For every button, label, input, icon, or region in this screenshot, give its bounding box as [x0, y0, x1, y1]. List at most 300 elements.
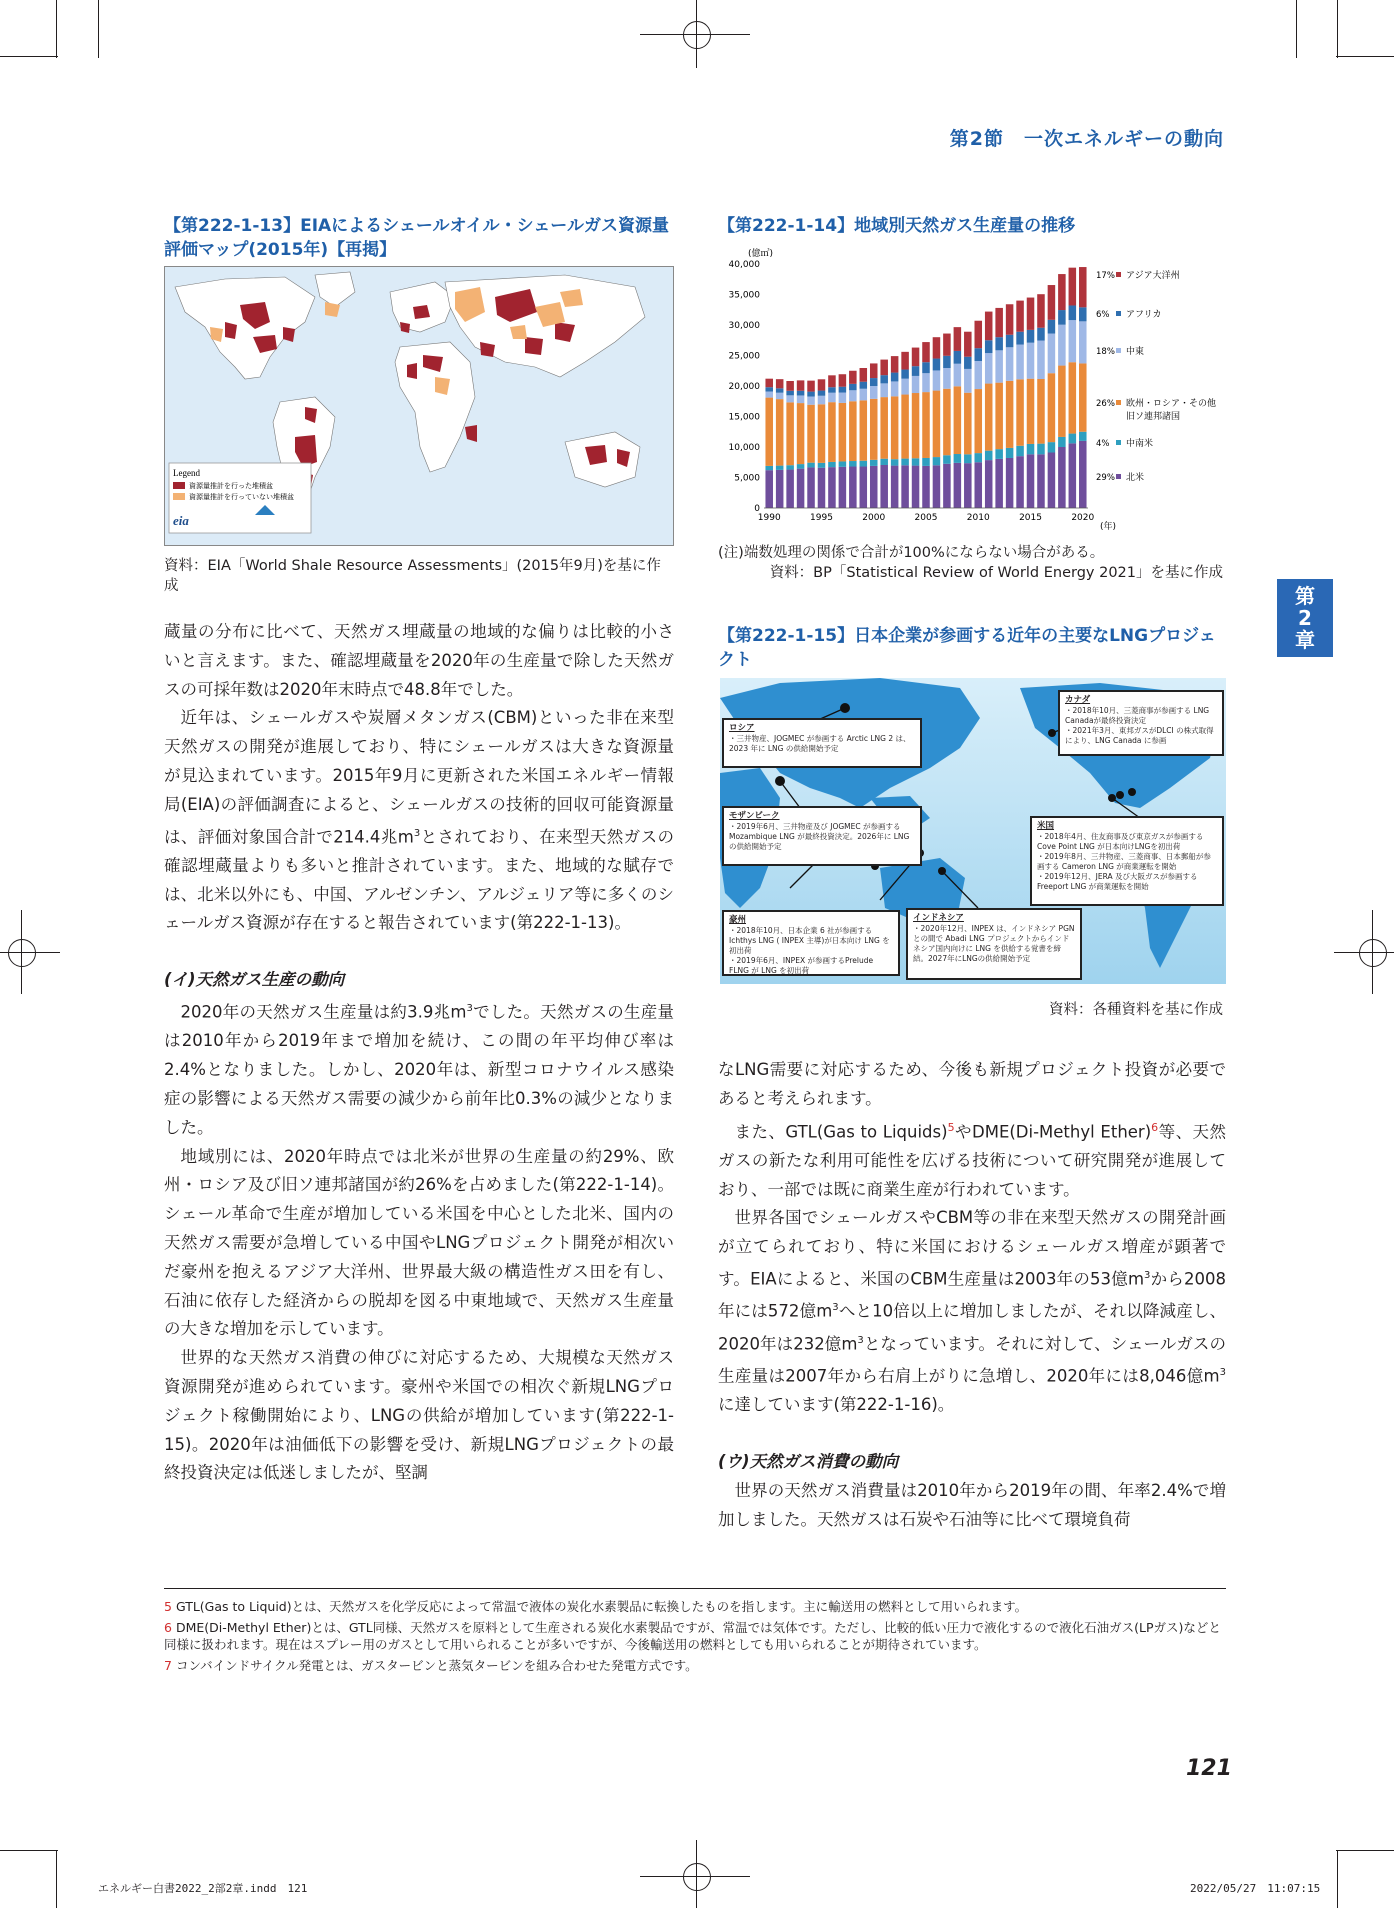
y-tick-label: 15,000 [728, 412, 760, 423]
bar-segment [1037, 379, 1045, 444]
y-tick-label: 25,000 [728, 351, 760, 362]
bar-segment [1037, 328, 1045, 341]
legend-label: 欧州・ロシア・その他 [1126, 399, 1217, 409]
y-tick-label: 10,000 [728, 443, 760, 453]
y-tick-label: 35,000 [728, 290, 760, 301]
series-share-label: 6% [1096, 310, 1110, 320]
bar-segment [985, 451, 993, 460]
x-tick-label: 2000 [862, 513, 886, 523]
registration-circle [1359, 939, 1387, 967]
footnote-ref: 6 [1151, 1120, 1159, 1134]
callout-title: カナダ [1065, 695, 1091, 705]
callout-text: ・2018年10月、三菱商事が参画する LNG Canadaが最終投資決定 ・2021年3月、東邦ガスがDLCI の株式取得により、LNG Canada に参画 [1065, 706, 1214, 745]
bar-segment [765, 466, 773, 470]
bar-segment [985, 340, 993, 353]
bar-segment [880, 465, 888, 508]
crop-mark [98, 0, 99, 58]
bar-segment [797, 464, 805, 469]
callout-text: ・2020年12月、INPEX は、インドネシア PGN との間で Abadi LNG プロジェクトからインドネシア国内向けに LNG を供給する覚書を締結。2027年にLNGの供給開始予定 [913, 924, 1075, 963]
bar-segment [797, 469, 805, 508]
crop-mark [56, 1850, 57, 1908]
bar-segment [1058, 325, 1066, 366]
legend-label: 中南米 [1126, 439, 1154, 449]
crop-mark [1337, 1850, 1338, 1908]
bar-segment [1069, 362, 1077, 433]
bar-segment [891, 459, 899, 465]
bar-segment [912, 376, 920, 393]
legend-swatch-assessed [173, 482, 185, 489]
bar-segment [880, 397, 888, 459]
callout-title: モザンビーク [729, 811, 780, 821]
bar-segment [849, 371, 857, 384]
bar-segment [954, 364, 962, 387]
bar-segment [995, 308, 1003, 337]
bar-segment [954, 351, 962, 364]
bar-segment [1058, 437, 1066, 447]
bar-segment [995, 449, 1003, 459]
paragraph: 世界の天然ガス消費量は2010年から2019年の間、年率2.4%で増加しました。天然ガスは石炭や石油等に比べて環境負荷 [718, 1480, 1226, 1529]
bar-segment [849, 461, 857, 466]
bar-segment [954, 454, 962, 463]
bar-segment [765, 387, 773, 391]
bar-segment [933, 465, 941, 508]
legend-title: Legend [173, 468, 200, 478]
bar-segment [818, 379, 826, 390]
bar-segment [1016, 345, 1024, 380]
bar-segment [985, 353, 993, 384]
y-tick-label: 0 [754, 504, 760, 514]
bar-segment [1006, 458, 1014, 508]
bar-segment [974, 462, 982, 508]
bar-segment [964, 357, 972, 369]
bar-segment [1027, 330, 1035, 343]
y-tick-label: 40,000 [728, 260, 760, 270]
world-map-svg [165, 267, 673, 545]
crop-mark [1296, 0, 1297, 58]
x-tick-label: 1995 [810, 513, 833, 523]
bar-segment [1037, 341, 1045, 379]
chapter-tab-line: 第 [1295, 584, 1315, 608]
bar-segment [1079, 307, 1087, 321]
bar-segment [943, 389, 951, 455]
bar-segment [1048, 452, 1056, 508]
footnote: 5 GTL(Gas to Liquid)とは、天然ガスを化学反応によって常温で液体の炭化水素製品に転換したものを指します。主に輸送用の燃料として用いられます。 [164, 1599, 1028, 1614]
bar-segment [797, 380, 805, 390]
registration-circle [683, 21, 711, 49]
bar-segment [1027, 379, 1035, 444]
footnotes [164, 1598, 1224, 1678]
callout-text: ・三井物産、JOGMEC が参画する Arctic LNG 2 は、2023 年に LNG の供給開始予定 [729, 734, 911, 753]
x-tick-label: 2010 [966, 513, 990, 523]
bar-segment [1016, 379, 1024, 445]
bar-segment [1079, 441, 1087, 508]
crop-mark [1336, 56, 1394, 57]
bar-segment [786, 470, 794, 508]
bar-segment [943, 356, 951, 368]
right-column-text [718, 1056, 1226, 1534]
bar-segment [860, 467, 868, 508]
bar-segment [995, 383, 1003, 449]
bar-segment [797, 395, 805, 403]
bar-segment [1058, 366, 1066, 437]
bar-segment [765, 391, 773, 397]
bar-segment [849, 401, 857, 461]
bar-segment [933, 359, 941, 371]
bar-segment [797, 391, 805, 396]
bar-segment [912, 393, 920, 458]
chapter-tab-line: 2 [1298, 606, 1312, 630]
bar-segment [870, 363, 878, 378]
figure-title-13: 【第222-1-13】EIAによるシェールオイル・シェールガス資源量評価マップ(2015年)【再掲】 [164, 216, 669, 260]
section-header: 第2節 一次エネルギーの動向 [949, 128, 1224, 150]
bar-segment [786, 395, 794, 402]
bar-segment [839, 393, 847, 403]
paragraph: 世界的な天然ガス消費の伸びに対応するため、大規模な天然ガス資源開発が進められています。豪州や米国での相次ぐ新規LNGプロジェクト稼働開始により、LNGの供給が増加しています(第222-1-15)。2020年は油価低下の影響を受け、新規LNGプロジェクトの最終投資決定は低迷しましたが、堅調 [164, 1348, 674, 1483]
footnote: 6 DME(Di-Methyl Ether)とは、GTL同様、天然ガスを原料として生産される炭化水素製品ですが、常温では気体です。ただし、比較的低い圧力で液化するので液化石油ガス(LPガス)などと同様に扱われます。現在はスプレー用のガスとして用いられることが多いですが、今後輸送用の燃料としても用いられることが期待されています。 [164, 1620, 1221, 1652]
callout-mozambique [722, 806, 922, 866]
bar-segment [860, 368, 868, 382]
bar-segment [1016, 456, 1024, 508]
footnote: 7 コンバインドサイクル発電とは、ガスタービンと蒸気タービンを組み合わせた発電方式です。 [164, 1658, 698, 1673]
bar-segment [807, 392, 815, 397]
series-share-label: 29% [1096, 473, 1115, 483]
bar-segment [1016, 301, 1024, 332]
bar-segment [954, 386, 962, 454]
bar-segment [964, 454, 972, 463]
bar-segment [1048, 334, 1056, 374]
paragraph: 世界各国でシェールガスやCBM等の非在来型天然ガスの開発計画が立てられており、特に米国におけるシェールガス増産が顕著です。EIAによると、米国のCBM生産量は2003年の53億$m^3$から2008年には572億$m^3$へと10倍以上に増加しましたが、それ以降減産し、2020年は232億$m^3$となっています。それに対して、シェールガスの生産量は2007年から右肩上がりに急増し、2020年には8,046億$m^3$に達しています(第222-1-16)。 [718, 1208, 1226, 1415]
bar-segment [922, 458, 930, 466]
bar-segment [1048, 373, 1056, 442]
bar-segment [1058, 447, 1066, 508]
bar-segment [765, 470, 773, 508]
x-axis-label: (年) [1100, 522, 1117, 530]
bar-segment [922, 373, 930, 392]
bar-segment [807, 467, 815, 508]
bar-segment [839, 467, 847, 508]
bar-segment [1048, 285, 1056, 320]
figure-note-14: (注)端数処理の関係で合計が100%にならない場合がある。 [718, 545, 1105, 561]
legend-label-not-assessed: 資源量推計を行っていない堆積盆 [189, 493, 294, 501]
bar-segment [974, 361, 982, 389]
bar-segment [870, 466, 878, 508]
legend-label: 中東 [1126, 347, 1145, 357]
figure-source-15: 資料：各種資料を基に作成 [1049, 1002, 1223, 1018]
bar-segment [912, 466, 920, 508]
bar-segment [891, 396, 899, 459]
bar-segment [901, 459, 909, 466]
bar-segment [1048, 320, 1056, 334]
bar-segment [922, 362, 930, 373]
bar-segment [1069, 305, 1077, 320]
bar-segment [995, 350, 1003, 382]
bar-segment [943, 368, 951, 389]
chapter-tab [1277, 579, 1333, 657]
bar-segment [807, 463, 815, 468]
series-share-label: 17% [1096, 271, 1115, 281]
bar-segment [860, 389, 868, 401]
bar-segment [1058, 274, 1066, 310]
bar-segment [954, 463, 962, 508]
callout-canada [1058, 690, 1224, 756]
bar-segment [1006, 381, 1014, 448]
eia-logo: eia [173, 513, 189, 528]
callout-indonesia [906, 908, 1082, 980]
slug-file: エネルギー白書2022_2部2章.indd 121 [98, 1882, 308, 1895]
bar-segment [870, 378, 878, 386]
bar-segment [943, 334, 951, 356]
legend-label: アフリカ [1126, 310, 1162, 320]
bar-segment [880, 375, 888, 383]
bar-segment [839, 461, 847, 466]
y-tick-label: 30,000 [728, 321, 760, 331]
bar-segment [776, 393, 784, 399]
bar-segment [1006, 347, 1014, 381]
bar-segment [901, 465, 909, 508]
legend-swatch-not-assessed [173, 493, 185, 500]
x-tick-label: 2020 [1071, 513, 1095, 523]
bar-segment [870, 399, 878, 460]
y-tick-label: 5,000 [734, 473, 760, 484]
subsection-heading: (イ)天然ガス生産の動向 [164, 970, 345, 990]
bar-segment [828, 393, 836, 402]
bar-segment [1006, 335, 1014, 348]
bar-segment [891, 381, 899, 396]
bar-segment [1079, 267, 1087, 307]
bar-segment [828, 402, 836, 462]
bar-segment [964, 369, 972, 393]
figure-source-13: 資料：EIA「World Shale Resource Assessments」(2015年9月)を基に作成 [164, 558, 661, 594]
bar-segment [818, 468, 826, 508]
paragraph: なLNG需要に対応するため、今後も新規プロジェクト投資が必要であると考えられます。 [718, 1060, 1226, 1108]
bar-segment [797, 403, 805, 464]
callout-title: 米国 [1037, 821, 1055, 831]
paragraph: 地域別には、2020年時点では北米が世界の生産量の約29%、欧州・ロシア及び旧ソ連邦諸国が約26%を占めました(第222-1-14)。シェール革命で生産が増加している米国を中心とした北米、国内の天然ガス需要が急増している中国やLNGプロジェクト開発が相次いだ豪州を抱えるアジア大洋州、世界最大級の構造性ガス田を有し、石油に依存した経済からの脱却を図る中東地域で、天然ガス生産量の大きな増加を示しています。 [164, 1146, 674, 1339]
bar-segment [786, 465, 794, 469]
bar-segment [880, 383, 888, 397]
y-axis-label: (億㎥) [748, 249, 774, 259]
bar-segment [1016, 332, 1024, 345]
bar-segment [985, 384, 993, 451]
bar-segment [818, 463, 826, 468]
bar-segment [974, 348, 982, 361]
bar-segment [839, 403, 847, 462]
bar-segment [964, 332, 972, 357]
bar-segment [974, 453, 982, 462]
lng-project-map [720, 678, 1226, 984]
bar-segment [985, 460, 993, 508]
legend-swatch [1116, 440, 1121, 445]
bar-segment [1027, 343, 1035, 379]
footnote-divider [164, 1588, 1226, 1589]
bar-segment [828, 467, 836, 508]
paragraph: 近年は、シェールガスや炭層メタンガス(CBM)といった非在来型天然ガスの開発が進展しており、特にシェールガスは大きな資源量が見込まれています。2015年9月に更新された米国エネルギー情報局(EIA)の評価調査によると、シェールガスの技術的回収可能資源量は、評価対象国合計で214.4兆$m^3$とされており、在来型天然ガスの確認埋蔵量よりも多いと推計されています。また、地域的な賦存では、北米以外にも、中国、アルゼンチン、アルジェリア等に多くのシェールガス資源が存在すると報告されています(第222-1-13)。 [164, 708, 675, 933]
subsection-heading: (ウ)天然ガス消費の動向 [718, 1452, 899, 1472]
bar-segment [849, 467, 857, 508]
bar-segment [922, 342, 930, 362]
bar-segment [818, 404, 826, 463]
bar-segment [1027, 298, 1035, 330]
bar-segment [880, 360, 888, 376]
bar-segment [1027, 444, 1035, 454]
bar-segment [933, 457, 941, 465]
bar-segment [1069, 320, 1077, 362]
shale-resource-map [164, 266, 674, 546]
bar-segment [1037, 294, 1045, 328]
bar-segment [786, 402, 794, 465]
bar-segment [1079, 321, 1087, 363]
callout-text: ・2018年10月、日本企業 6 社が参画する Ichthys LNG ( INPEX 主導)が日本向け LNG を初出荷 ・2019年6月、INPEX が参画するPrelude FLNG が LNG を初出荷 [729, 926, 890, 975]
bar-segment [891, 466, 899, 508]
figure-source-14: 資料：BP「Statistical Review of World Energy 2021」を基に作成 [769, 565, 1223, 581]
bar-segment [891, 356, 899, 372]
y-tick-label: 20,000 [728, 382, 760, 392]
bar-segment [818, 396, 826, 405]
bar-segment [776, 470, 784, 508]
paragraph: また、GTL(Gas to Liquids)$^5$やDME(Di-Methyl Ether)$^6$等、天然ガスの新たな利用可能性を広げる技術について研究開発が進展しており、一部では既に商業生産が行われています。 [718, 1120, 1227, 1199]
bar-segment [807, 381, 815, 392]
bar-segment [870, 460, 878, 466]
x-tick-label: 2005 [914, 513, 938, 523]
gas-production-chart [712, 246, 1232, 530]
crop-mark [56, 0, 57, 58]
bar-segment [891, 373, 899, 382]
bar-segment [839, 374, 847, 387]
registration-circle [683, 1863, 711, 1891]
registration-circle [8, 939, 36, 967]
bar-segment [828, 387, 836, 392]
bar-segment [901, 352, 909, 370]
crop-mark [0, 1850, 58, 1851]
crop-mark [1337, 0, 1338, 58]
bar-segment [828, 462, 836, 467]
bar-segment [933, 370, 941, 390]
callout-usa [1030, 816, 1224, 906]
bar-segment [828, 375, 836, 387]
left-column-text [164, 618, 674, 1488]
crop-mark [0, 56, 58, 57]
bar-segment [1069, 443, 1077, 508]
legend-label: アジア大洋州 [1126, 271, 1180, 281]
paragraph: 蔵量の分布に比べて、天然ガス埋蔵量の地域的な偏りは比較的小さいと言えます。また、確認埋蔵量を2020年の生産量で除した天然ガスの可採年数は2020年末時点で48.8年でした。 [164, 622, 674, 699]
series-share-label: 26% [1096, 399, 1115, 409]
legend-label-assessed: 資源量推計を行った堆積盆 [189, 482, 273, 490]
bar-segment [786, 381, 794, 391]
callout-text: ・2019年6月、三井物産及び JOGMEC が参画するMozambique LNG が最終投資決定。2026年に LNG の供給開始予定 [729, 822, 910, 851]
page-number: 121 [1186, 1756, 1232, 1781]
bar-segment [912, 348, 920, 367]
bar-segment [839, 387, 847, 393]
crop-mark [1336, 1850, 1394, 1851]
bar-segment [818, 391, 826, 396]
bar-segment [1006, 448, 1014, 458]
bar-segment [1037, 454, 1045, 508]
project-marker-usa [1116, 791, 1124, 799]
bar-segment [933, 337, 941, 358]
bar-segment [1027, 454, 1035, 508]
bar-segment [880, 459, 888, 465]
bar-segment [807, 405, 815, 463]
bar-segment [776, 379, 784, 388]
bar-segment [765, 398, 773, 466]
bar-segment [985, 312, 993, 341]
footnote-ref: 5 [947, 1120, 955, 1134]
bar-segment [901, 395, 909, 459]
callout-title: 豪州 [729, 915, 747, 925]
bar-segment [1006, 304, 1014, 335]
x-tick-label: 1990 [757, 513, 781, 523]
bar-segment [974, 389, 982, 453]
bar-segment [964, 463, 972, 508]
bar-segment [901, 379, 909, 395]
paragraph: 2020年の天然ガス生産量は約3.9兆$m^3$でした。天然ガスの生産量は2010年から2019年まで増加を続け、この間の年平均伸び率は2.4%となりました。しかし、2020年は、新型コロナウイルス感染症の影響による天然ガス需要の減少から前年比0.3%の減少となりました。 [164, 1002, 675, 1137]
callout-text: ・2018年4月、住友商事及び東京ガスが参画する Cove Point LNG が日本向けLNGを初出荷 ・2019年8月、三井物産、三菱商事、日本郵船が参画する Cameron LNG が商業運転を開始 ・2019年12月、JERA 及び大阪ガスが参画する Freeport LNG が商業運転を開始 [1037, 832, 1211, 891]
figure-title-15: 【第222-1-15】日本企業が参画する近年の主要なLNGプロジェクト [718, 626, 1216, 670]
callout-australia [722, 910, 900, 976]
bar-segment [933, 391, 941, 457]
legend-label: 旧ソ連邦諸国 [1126, 412, 1181, 422]
bar-segment [776, 399, 784, 465]
bar-segment [1058, 310, 1066, 325]
bar-segment [901, 370, 909, 379]
bar-segment [765, 379, 773, 388]
bar-segment [786, 391, 794, 396]
legend-label: 北米 [1126, 473, 1145, 483]
bar-segment [860, 461, 868, 467]
legend-swatch [1116, 400, 1121, 405]
bar-segment [954, 327, 962, 351]
bar-segment [1069, 268, 1077, 306]
bar-segment [995, 337, 1003, 350]
bar-segment [912, 366, 920, 376]
chapter-tab-line: 章 [1295, 628, 1315, 652]
bar-segment [912, 458, 920, 465]
callout-title: ロシア [729, 723, 755, 733]
legend-swatch [1116, 311, 1121, 316]
legend-swatch [1116, 474, 1121, 479]
bar-segment [860, 382, 868, 389]
figure-title-14: 【第222-1-14】地域別天然ガス生産量の推移 [718, 216, 1076, 236]
bar-segment [1069, 434, 1077, 444]
bar-segment [1016, 446, 1024, 456]
bar-segment [849, 390, 857, 401]
bar-segment [870, 386, 878, 399]
series-share-label: 4% [1096, 439, 1110, 449]
project-marker-usa [1128, 788, 1136, 796]
bar-segment [1048, 442, 1056, 452]
bar-segment [943, 455, 951, 464]
legend-swatch [1116, 272, 1121, 277]
callout-title: インドネシア [913, 913, 964, 923]
x-tick-label: 2015 [1019, 513, 1042, 523]
bar-segment [922, 466, 930, 508]
callout-russia [722, 718, 922, 768]
bar-segment [776, 388, 784, 392]
series-share-label: 18% [1096, 347, 1115, 357]
bar-segment [807, 396, 815, 404]
bar-segment [776, 466, 784, 470]
bar-segment [1037, 444, 1045, 455]
bar-segment [964, 393, 972, 455]
bar-segment [860, 400, 868, 460]
bar-segment [995, 459, 1003, 508]
legend-swatch [1116, 348, 1121, 353]
bar-segment [849, 384, 857, 390]
slug-date: 2022/05/27 11:07:15 [1190, 1882, 1321, 1895]
bar-segment [1079, 363, 1087, 431]
bar-segment [922, 392, 930, 458]
bar-segment [974, 321, 982, 348]
